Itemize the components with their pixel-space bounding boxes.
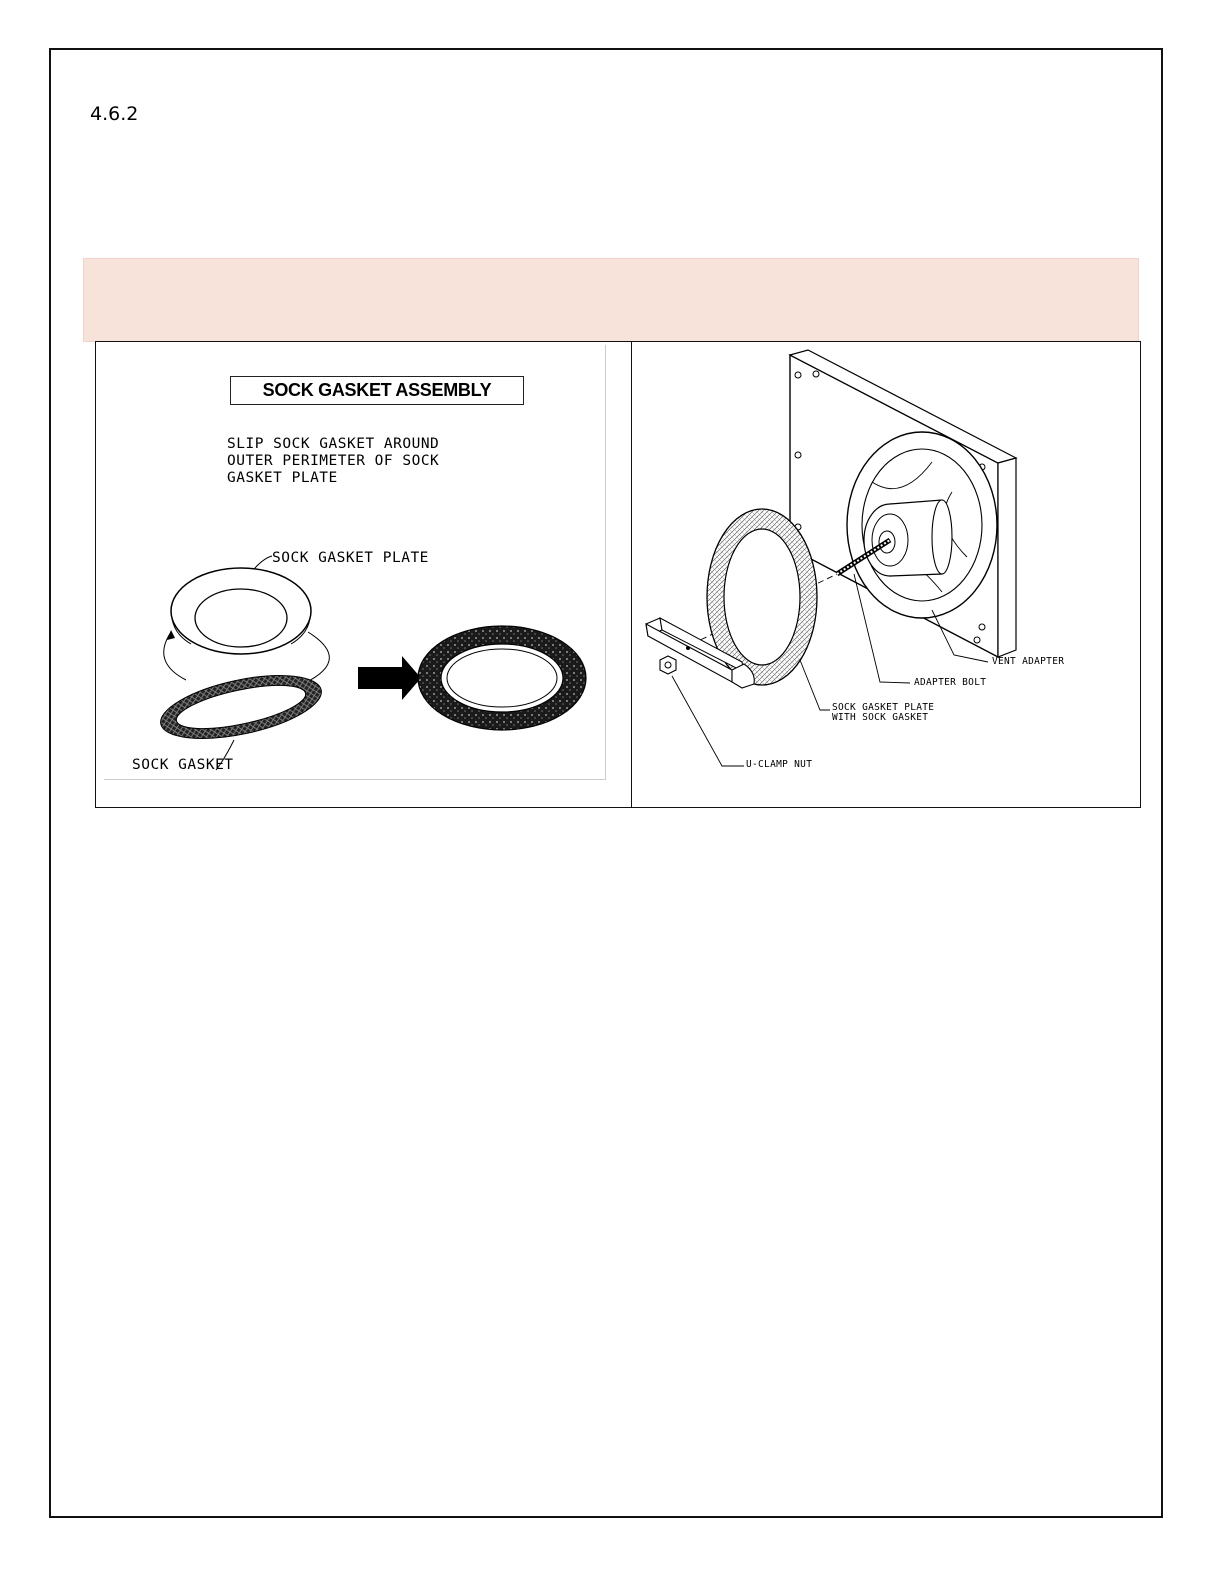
sock-gasket-assembly-figure [96,342,631,807]
label-u-clamp-nut: U-CLAMP NUT [746,759,813,770]
instruction-line: OUTER PERIMETER OF SOCK [227,453,440,469]
instruction-line: SLIP SOCK GASKET AROUND [227,436,440,452]
plate-leader-line [254,556,272,569]
wrap-arrow [164,632,186,680]
highlighted-note-box [83,258,1139,342]
label-adapter-bolt: ADAPTER BOLT [914,677,987,688]
label-sock-gasket-plate-line2: WITH SOCK GASKET [832,712,929,723]
vent-adapter-drawing [632,342,1140,807]
label-sock-gasket-plate-line1: SOCK GASKET PLATE [832,702,935,713]
sock-gasket-drawing [96,342,631,807]
section-number: 4.6.2 [90,103,139,125]
u-clamp-nut [660,656,676,674]
vent-adapter-assembly-figure [632,342,1140,807]
vent-adapter [847,432,997,618]
instruction-line: GASKET PLATE [227,470,338,486]
label-vent-adapter: VENT ADAPTER [992,656,1065,667]
label-sock-gasket: SOCK GASKET [132,757,234,773]
figure-table [95,341,1141,808]
figure-title: SOCK GASKET ASSEMBLY [230,376,524,405]
label-sock-gasket-plate: SOCK GASKET PLATE [272,550,429,566]
arrow-right-icon [358,656,421,700]
